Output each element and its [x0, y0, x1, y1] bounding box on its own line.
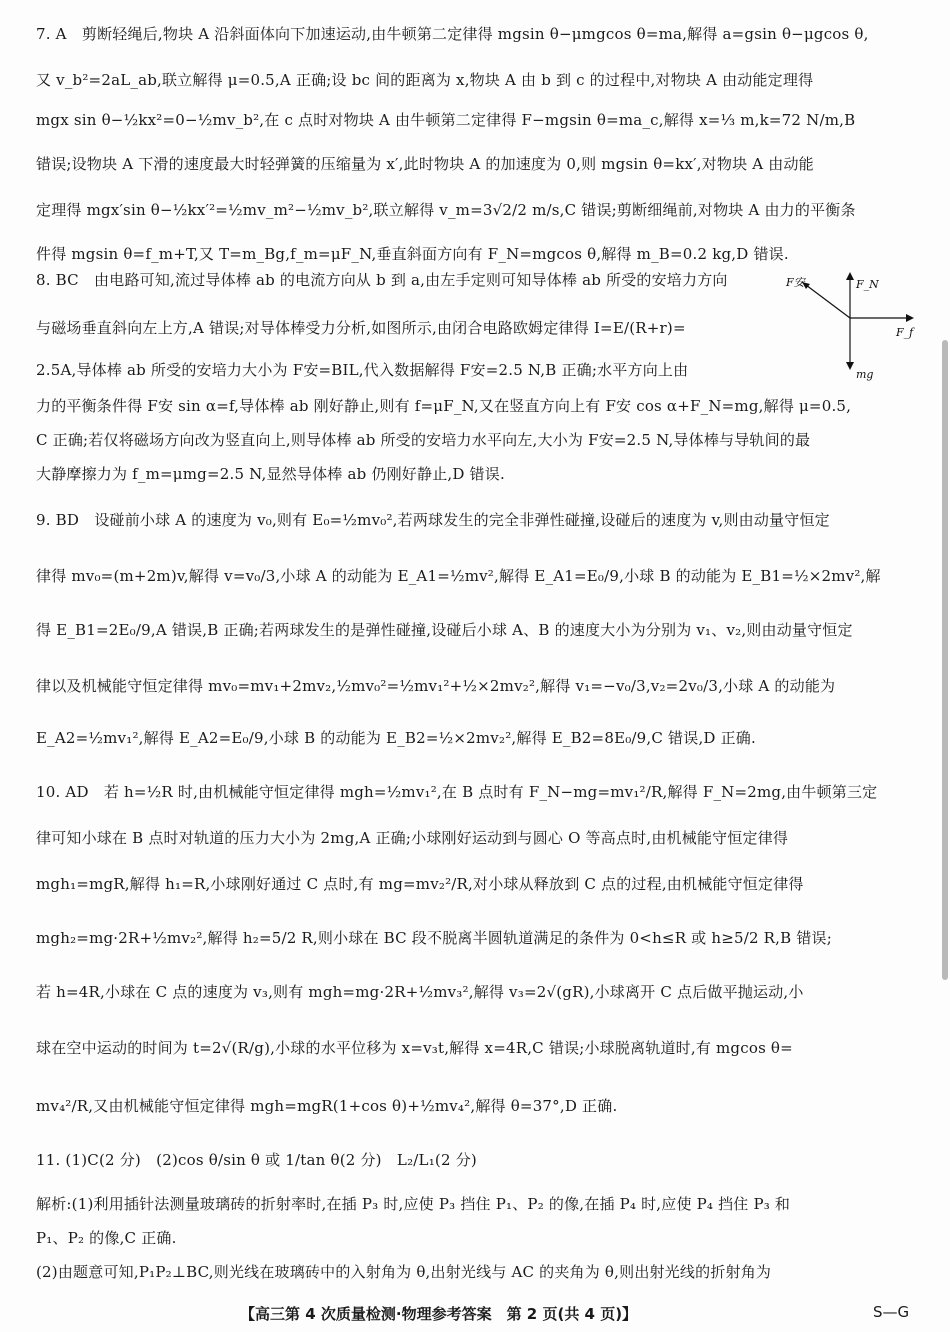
answer-8-line-3: 2.5A,导体棒 ab 所受的安培力大小为 F安=BIL,代入数据解得 F安=2.5 N,B 正确;水平方向上由: [36, 361, 689, 379]
scrollbar-thumb[interactable]: [942, 340, 948, 980]
page-footer: [0, 1297, 950, 1327]
answer-9-line-1: 9. BD 设碰前小球 A 的速度为 v₀,则有 E₀=½mv₀²,若两球发生的完全非弹性碰撞,设碰后的速度为 v,则由动量守恒定: [36, 511, 830, 529]
label-ampere-force: F安: [786, 276, 805, 289]
answer-10-line-7: mv₄²/R,又由机械能守恒定律得 mgh=mgR(1+cos θ)+½mv₄²,解得 θ=37°,D 正确.: [36, 1097, 618, 1115]
footer-code: S—G: [873, 1303, 910, 1321]
answer-7-line-3: mgx sin θ−½kx²=0−½mv_b²,在 c 点时对物块 A 由牛顿第二定律得 F−mgsin θ=ma_c,解得 x=⅓ m,k=72 N/m,B: [36, 111, 856, 129]
answer-7-line-5: 定理得 mgx′sin θ−½kx′²=½mv_m²−½mv_b²,联立解得 v_m=3√2/2 m/s,C 错误;剪断细绳前,对物块 A 由力的平衡条: [36, 201, 856, 219]
answer-11-line-4: (2)由题意可知,P₁P₂⊥BC,则光线在玻璃砖中的入射角为 θ,出射光线与 AC 的夹角为 θ,则出射光线的折射角为: [36, 1263, 772, 1281]
force-arrow-friction-head: [906, 314, 914, 322]
label-normal-force: F_N: [856, 278, 879, 291]
force-arrow-normal-head: [846, 272, 854, 280]
answer-10-line-4: mgh₂=mg·2R+½mv₂²,解得 h₂=5/2 R,则小球在 BC 段不脱离半圆轨道满足的条件为 0<h≤R 或 h≥5/2 R,B 错误;: [36, 929, 832, 947]
answer-10-line-1: 10. AD 若 h=½R 时,由机械能守恒定律得 mgh=½mv₁²,在 B 点时有 F_N−mg=mv₁²/R,解得 F_N=2mg,由牛顿第三定: [36, 783, 878, 801]
answer-11-line-1: 11. (1)C(2 分) (2)cos θ/sin θ 或 1/tan θ(2 分) L₂/L₁(2 分): [36, 1151, 477, 1169]
answer-8-line-6: 大静摩擦力为 f_m=μmg=2.5 N,显然导体棒 ab 仍刚好静止,D 错误.: [36, 465, 505, 483]
answer-8-line-2: 与磁场垂直斜向左上方,A 错误;对导体棒受力分析,如图所示,由闭合电路欧姆定律得 I=E/(R+r)=: [36, 319, 686, 337]
force-arrow-ampere: [802, 282, 850, 318]
answer-10-line-5: 若 h=4R,小球在 C 点的速度为 v₃,则有 mgh=mg·2R+½mv₃²,解得 v₃=2√(gR),小球离开 C 点后做平抛运动,小: [36, 983, 804, 1001]
answer-7-line-1: 7. A 剪断轻绳后,物块 A 沿斜面体向下加速运动,由牛顿第二定律得 mgsin θ−μmgcos θ=ma,解得 a=gsin θ−μgcos θ,: [36, 25, 869, 43]
answer-10-line-6: 球在空中运动的时间为 t=2√(R/g),小球的水平位移为 x=v₃t,解得 x=4R,C 错误;小球脱离轨道时,有 mgcos θ=: [36, 1039, 793, 1057]
answer-11-line-2: 解析:(1)利用插针法测量玻璃砖的折射率时,在插 P₃ 时,应使 P₃ 挡住 P₁、P₂ 的像,在插 P₄ 时,应使 P₄ 挡住 P₃ 和: [36, 1195, 791, 1213]
answer-9-line-5: E_A2=½mv₁²,解得 E_A2=E₀/9,小球 B 的动能为 E_B2=½×2mv₂²,解得 E_B2=8E₀/9,C 错误,D 正确.: [36, 729, 756, 747]
answer-9-line-2: 律得 mv₀=(m+2m)v,解得 v=v₀/3,小球 A 的动能为 E_A1=½mv²,解得 E_A1=E₀/9,小球 B 的动能为 E_B1=½×2mv²,解: [36, 567, 881, 585]
answer-8-line-1: 8. BC 由电路可知,流过导体棒 ab 的电流方向从 b 到 a,由左手定则可知导体棒 ab 所受的安培力方向: [36, 271, 728, 289]
answer-7-line-6: 件得 mgsin θ=f_m+T,又 T=m_Bg,f_m=μF_N,垂直斜面方向有 F_N=mgcos θ,解得 m_B=0.2 kg,D 错误.: [36, 245, 789, 263]
answer-10-line-3: mgh₁=mgR,解得 h₁=R,小球刚好通过 C 点时,有 mg=mv₂²/R,对小球从释放到 C 点的过程,由机械能守恒定律得: [36, 875, 804, 893]
answer-9-line-3: 得 E_B1=2E₀/9,A 错误,B 正确;若两球发生的是弹性碰撞,设碰后小球 A、B 的速度大小为分别为 v₁、v₂,则由动量守恒定: [36, 621, 853, 639]
answer-8-line-4: 力的平衡条件得 F安 sin α=f,导体棒 ab 刚好静止,则有 f=μF_N,又在竖直方向上有 F安 cos α+F_N=mg,解得 μ=0.5,: [36, 397, 852, 415]
answer-8-line-5: C 正确;若仅将磁场方向改为竖直向上,则导体棒 ab 所受的安培力水平向左,大小为 F安=2.5 N,导体棒与导轨间的最: [36, 431, 811, 449]
force-arrow-gravity-head: [846, 362, 854, 370]
label-gravity: mg: [856, 368, 874, 381]
label-friction-force: F_f: [896, 326, 914, 339]
force-diagram: [780, 268, 920, 388]
answer-11-line-3: P₁、P₂ 的像,C 正确.: [36, 1229, 177, 1247]
footer-title: 【高三第 4 次质量检测·物理参考答案 第 2 页(共 4 页)】: [240, 1305, 638, 1323]
answer-7-line-2: 又 v_b²=2aL_ab,联立解得 μ=0.5,A 正确;设 bc 间的距离为 x,物块 A 由 b 到 c 的过程中,对物块 A 由动能定理得: [36, 71, 814, 89]
answer-7-line-4: 错误;设物块 A 下滑的速度最大时轻弹簧的压缩量为 x′,此时物块 A 的加速度为 0,则 mgsin θ=kx′,对物块 A 由动能: [36, 155, 814, 173]
answer-10-line-2: 律可知小球在 B 点时对轨道的压力大小为 2mg,A 正确;小球刚好运动到与圆心 O 等高点时,由机械能守恒定律得: [36, 829, 789, 847]
answer-9-line-4: 律以及机械能守恒定律得 mv₀=mv₁+2mv₂,½mv₀²=½mv₁²+½×2mv₂²,解得 v₁=−v₀/3,v₂=2v₀/3,小球 A 的动能为: [36, 677, 836, 695]
